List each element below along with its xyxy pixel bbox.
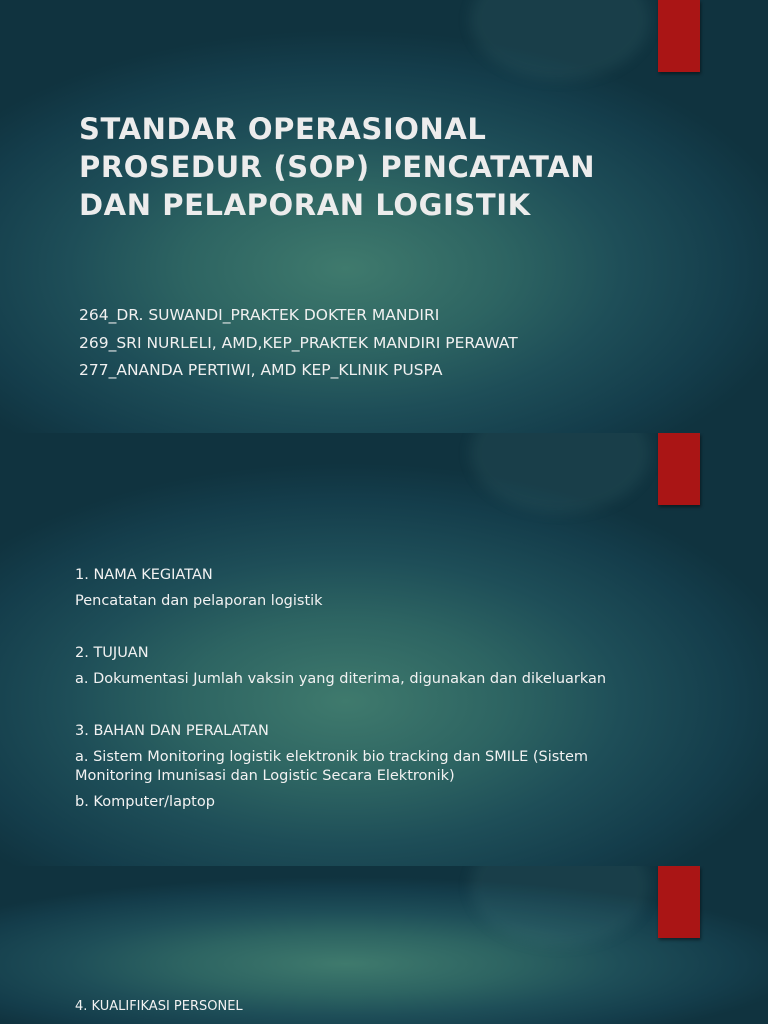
- red-accent-tab: [658, 433, 700, 505]
- author-line: 277_ANANDA PERTIWI, AMD KEP_KLINIK PUSPA: [79, 361, 443, 379]
- section-item: a. Dokumentasi Jumlah vaksin yang diterima, digunakan dan dikeluarkan: [75, 671, 607, 687]
- slide-title: [0, 0, 768, 433]
- red-accent-tab: [658, 0, 700, 72]
- section-item: Pencatatan dan pelaporan logistik: [75, 593, 323, 609]
- document-title: STANDAR OPERASIONAL PROSEDUR (SOP) PENCATATAN DAN PELAPORAN LOGISTIK: [79, 112, 596, 222]
- author-line: 264_DR. SUWANDI_PRAKTEK DOKTER MANDIRI: [79, 306, 440, 324]
- slide-personnel: [0, 866, 768, 1024]
- section-item: b. Komputer/laptop: [75, 794, 215, 810]
- author-list: [79, 302, 518, 385]
- slide-content: [0, 433, 768, 866]
- red-accent-tab: [658, 866, 700, 938]
- sop-content: [75, 566, 655, 812]
- section-heading: 4. KUALIFIKASI PERSONEL: [75, 999, 243, 1014]
- section-heading: 3. BAHAN DAN PERALATAN: [75, 723, 269, 739]
- section-heading: 2. TUJUAN: [75, 645, 149, 661]
- section-item: a. Sistem Monitoring logistik elektronik bio tracking dan SMILE (Sistem Monitoring Imunisasi dan Logistic Secara Elektronik): [75, 749, 589, 784]
- section-heading: 1. NAMA KEGIATAN: [75, 567, 213, 583]
- author-line: 269_SRI NURLELI, AMD,KEP_PRAKTEK MANDIRI PERAWAT: [79, 333, 518, 352]
